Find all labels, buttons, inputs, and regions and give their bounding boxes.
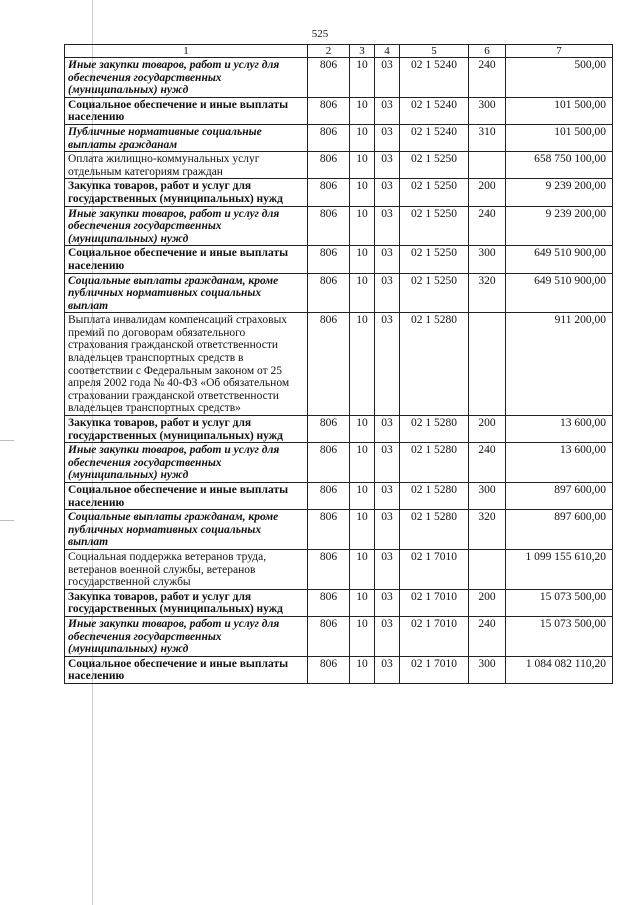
column-header: 5	[400, 45, 469, 58]
row-col3-cell: 10	[350, 313, 375, 416]
table-row	[65, 416, 613, 443]
row-col3-cell: 10	[350, 273, 375, 313]
row-col5-cell: 02 1 5250	[400, 206, 469, 246]
row-col4-cell: 03	[375, 443, 400, 483]
row-col5-cell: 02 1 5280	[400, 416, 469, 443]
row-col6-cell: 200	[469, 416, 506, 443]
row-col6-cell: 300	[469, 97, 506, 124]
row-col6-cell: 300	[469, 246, 506, 273]
row-col5-cell: 02 1 5250	[400, 179, 469, 206]
row-col5-cell: 02 1 5250	[400, 246, 469, 273]
row-col4-cell: 03	[375, 483, 400, 510]
row-col2-cell: 806	[308, 416, 350, 443]
row-col4-cell: 03	[375, 510, 400, 550]
row-col2-cell: 806	[308, 313, 350, 416]
row-name-cell: Публичные нормативные социальные выплаты гражданам	[65, 124, 308, 151]
row-col2-cell: 806	[308, 124, 350, 151]
row-col2-cell: 806	[308, 443, 350, 483]
row-col5-cell: 02 1 5280	[400, 443, 469, 483]
row-name-cell: Иные закупки товаров, работ и услуг для обеспечения государственных (муниципальных) нужд	[65, 443, 308, 483]
row-col6-cell: 200	[469, 589, 506, 616]
row-amount-cell: 1 099 155 610,20	[506, 549, 613, 589]
row-col3-cell: 10	[350, 416, 375, 443]
row-col3-cell: 10	[350, 443, 375, 483]
row-col2-cell: 806	[308, 179, 350, 206]
row-col5-cell: 02 1 5280	[400, 510, 469, 550]
row-col2-cell: 806	[308, 58, 350, 98]
row-col3-cell: 10	[350, 152, 375, 179]
row-name-cell: Социальное обеспечение и иные выплаты населению	[65, 246, 308, 273]
row-col3-cell: 10	[350, 124, 375, 151]
row-col6-cell: 200	[469, 179, 506, 206]
table-row	[65, 510, 613, 550]
row-name-cell: Иные закупки товаров, работ и услуг для обеспечения государственных (муниципальных) нужд	[65, 206, 308, 246]
table-row	[65, 549, 613, 589]
row-col6-cell: 240	[469, 443, 506, 483]
row-col2-cell: 806	[308, 656, 350, 683]
row-amount-cell: 101 500,00	[506, 97, 613, 124]
row-col5-cell: 02 1 5280	[400, 313, 469, 416]
row-amount-cell: 649 510 900,00	[506, 273, 613, 313]
row-name-cell: Закупка товаров, работ и услуг для государственных (муниципальных) нужд	[65, 179, 308, 206]
row-col5-cell: 02 1 5250	[400, 152, 469, 179]
row-col3-cell: 10	[350, 483, 375, 510]
row-name-cell: Выплата инвалидам компенсаций страховых премий по договорам обязательного страхования гражданской ответственности владельцев транспортных средств в соответствии с Федеральным законом от 25 апреля 2002 года № 40-ФЗ «Об обязательном страховании гражданской ответственности владельцев транспортных средств»	[65, 313, 308, 416]
row-col6-cell	[469, 152, 506, 179]
column-header: 4	[375, 45, 400, 58]
scan-artifact-mark	[0, 520, 14, 521]
row-col3-cell: 10	[350, 549, 375, 589]
row-name-cell: Социальное обеспечение и иные выплаты населению	[65, 656, 308, 683]
row-col3-cell: 10	[350, 206, 375, 246]
row-col6-cell: 240	[469, 616, 506, 656]
row-amount-cell: 500,00	[506, 58, 613, 98]
row-col6-cell: 320	[469, 273, 506, 313]
table-row	[65, 124, 613, 151]
row-col4-cell: 03	[375, 206, 400, 246]
table-row	[65, 206, 613, 246]
table-row	[65, 443, 613, 483]
row-col5-cell: 02 1 7010	[400, 589, 469, 616]
row-amount-cell: 15 073 500,00	[506, 616, 613, 656]
table-row	[65, 616, 613, 656]
row-col4-cell: 03	[375, 416, 400, 443]
row-col6-cell: 240	[469, 206, 506, 246]
table-row	[65, 656, 613, 683]
row-amount-cell: 9 239 200,00	[506, 179, 613, 206]
row-col2-cell: 806	[308, 589, 350, 616]
row-col4-cell: 03	[375, 246, 400, 273]
table-row	[65, 97, 613, 124]
row-col4-cell: 03	[375, 549, 400, 589]
row-amount-cell: 13 600,00	[506, 416, 613, 443]
column-header: 3	[350, 45, 375, 58]
row-col5-cell: 02 1 7010	[400, 549, 469, 589]
row-col6-cell: 300	[469, 483, 506, 510]
row-col2-cell: 806	[308, 152, 350, 179]
column-header: 6	[469, 45, 506, 58]
row-amount-cell: 897 600,00	[506, 483, 613, 510]
row-name-cell: Закупка товаров, работ и услуг для государственных (муниципальных) нужд	[65, 589, 308, 616]
row-col6-cell: 240	[469, 58, 506, 98]
row-col4-cell: 03	[375, 58, 400, 98]
row-name-cell: Оплата жилищно-коммунальных услуг отдельным категориям граждан	[65, 152, 308, 179]
row-col4-cell: 03	[375, 97, 400, 124]
table-body	[65, 58, 613, 684]
table-row	[65, 179, 613, 206]
row-amount-cell: 101 500,00	[506, 124, 613, 151]
row-col2-cell: 806	[308, 510, 350, 550]
table-row	[65, 273, 613, 313]
row-amount-cell: 658 750 100,00	[506, 152, 613, 179]
row-name-cell: Социальное обеспечение и иные выплаты населению	[65, 483, 308, 510]
row-col3-cell: 10	[350, 510, 375, 550]
row-col4-cell: 03	[375, 152, 400, 179]
row-col4-cell: 03	[375, 313, 400, 416]
scan-artifact-mark	[0, 440, 14, 441]
row-col5-cell: 02 1 7010	[400, 656, 469, 683]
row-name-cell: Социальное обеспечение и иные выплаты населению	[65, 97, 308, 124]
budget-table	[64, 44, 613, 684]
row-col2-cell: 806	[308, 97, 350, 124]
row-col5-cell: 02 1 5240	[400, 58, 469, 98]
table-row	[65, 152, 613, 179]
row-col3-cell: 10	[350, 97, 375, 124]
row-col2-cell: 806	[308, 246, 350, 273]
row-name-cell: Социальные выплаты гражданам, кроме публичных нормативных социальных выплат	[65, 510, 308, 550]
row-col4-cell: 03	[375, 179, 400, 206]
row-col3-cell: 10	[350, 589, 375, 616]
row-name-cell: Социальные выплаты гражданам, кроме публичных нормативных социальных выплат	[65, 273, 308, 313]
row-col3-cell: 10	[350, 246, 375, 273]
row-col4-cell: 03	[375, 589, 400, 616]
column-header: 1	[65, 45, 308, 58]
row-col2-cell: 806	[308, 273, 350, 313]
table-row	[65, 246, 613, 273]
row-amount-cell: 1 084 082 110,20	[506, 656, 613, 683]
table-header-row	[65, 45, 613, 58]
row-col5-cell: 02 1 7010	[400, 616, 469, 656]
table-row	[65, 58, 613, 98]
row-amount-cell: 15 073 500,00	[506, 589, 613, 616]
row-col6-cell: 310	[469, 124, 506, 151]
row-col2-cell: 806	[308, 616, 350, 656]
row-col5-cell: 02 1 5240	[400, 97, 469, 124]
row-col5-cell: 02 1 5250	[400, 273, 469, 313]
row-col2-cell: 806	[308, 206, 350, 246]
row-col3-cell: 10	[350, 179, 375, 206]
row-col3-cell: 10	[350, 58, 375, 98]
row-amount-cell: 897 600,00	[506, 510, 613, 550]
row-name-cell: Социальная поддержка ветеранов труда, ветеранов военной службы, ветеранов государственной службы	[65, 549, 308, 589]
row-col5-cell: 02 1 5280	[400, 483, 469, 510]
table-row	[65, 313, 613, 416]
row-col6-cell: 300	[469, 656, 506, 683]
row-col4-cell: 03	[375, 656, 400, 683]
page-number: 525	[311, 28, 329, 40]
row-col3-cell: 10	[350, 616, 375, 656]
row-name-cell: Иные закупки товаров, работ и услуг для обеспечения государственных (муниципальных) нужд	[65, 58, 308, 98]
row-amount-cell: 9 239 200,00	[506, 206, 613, 246]
column-header: 7	[506, 45, 613, 58]
row-col4-cell: 03	[375, 273, 400, 313]
row-name-cell: Закупка товаров, работ и услуг для государственных (муниципальных) нужд	[65, 416, 308, 443]
row-amount-cell: 13 600,00	[506, 443, 613, 483]
row-col3-cell: 10	[350, 656, 375, 683]
row-amount-cell: 649 510 900,00	[506, 246, 613, 273]
row-col6-cell	[469, 313, 506, 416]
table-row	[65, 589, 613, 616]
row-col6-cell: 320	[469, 510, 506, 550]
row-col4-cell: 03	[375, 616, 400, 656]
table-row	[65, 483, 613, 510]
row-amount-cell: 911 200,00	[506, 313, 613, 416]
row-col2-cell: 806	[308, 549, 350, 589]
row-col4-cell: 03	[375, 124, 400, 151]
row-col6-cell	[469, 549, 506, 589]
row-col2-cell: 806	[308, 483, 350, 510]
row-name-cell: Иные закупки товаров, работ и услуг для обеспечения государственных (муниципальных) нужд	[65, 616, 308, 656]
column-header: 2	[308, 45, 350, 58]
row-col5-cell: 02 1 5240	[400, 124, 469, 151]
